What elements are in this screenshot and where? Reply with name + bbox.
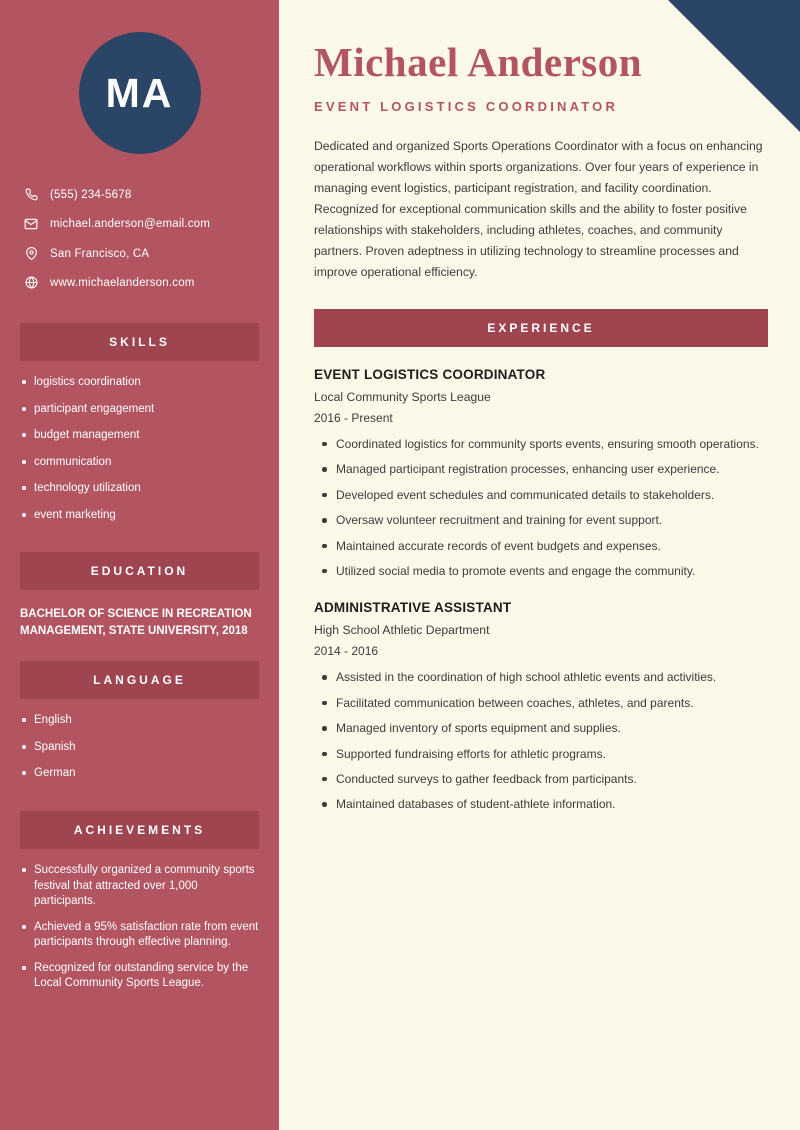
job-bullets <box>314 436 768 580</box>
job-role: EVENT LOGISTICS COORDINATOR <box>314 366 546 382</box>
sidebar-section-language-title: LANGUAGE <box>20 661 259 699</box>
job-bullets <box>314 669 768 813</box>
contact-location-text: San Francisco, CA <box>50 247 150 260</box>
list-item: Managed participant registration processes, enhancing user experience. <box>332 461 768 478</box>
list-item: event marketing <box>34 508 259 524</box>
list-item: Supported fundraising efforts for athletic programs. <box>332 746 768 763</box>
globe-icon <box>20 276 42 289</box>
list-item: Spanish <box>34 740 259 756</box>
experience-entry <box>314 367 768 580</box>
contact-email[interactable] <box>20 217 279 231</box>
contact-website[interactable] <box>20 276 279 289</box>
list-item: Assisted in the coordination of high school athletic events and activities. <box>332 669 768 686</box>
avatar-container <box>0 0 279 154</box>
contact-location[interactable] <box>20 247 279 260</box>
contact-phone-text: (555) 234-5678 <box>50 188 132 201</box>
list-item: Managed inventory of sports equipment and supplies. <box>332 720 768 737</box>
contact-list <box>0 188 279 289</box>
spacer <box>0 534 279 552</box>
list-item: Oversaw volunteer recruitment and training for event support. <box>332 512 768 529</box>
job-dates: 2014 - 2016 <box>314 644 379 659</box>
job-dates: 2016 - Present <box>314 410 393 425</box>
language-list <box>0 713 279 782</box>
list-item: logistics coordination <box>34 375 259 391</box>
contact-website-text: www.michaelanderson.com <box>50 276 195 289</box>
list-item: Maintained databases of student-athlete information. <box>332 796 768 813</box>
list-item: Successfully organized a community sports festival that attracted over 1,000 participants. <box>34 863 259 910</box>
page-title: Michael Anderson <box>314 39 643 85</box>
spacer <box>0 793 279 811</box>
phone-icon <box>20 188 42 201</box>
experience-section-title: EXPERIENCE <box>314 309 768 347</box>
sidebar-section-skills-title: SKILLS <box>20 323 259 361</box>
list-item: Coordinated logistics for community sports events, ensuring smooth operations. <box>332 436 768 453</box>
spacer <box>0 305 279 323</box>
list-item: English <box>34 713 259 729</box>
job-organization: Local Community Sports League <box>314 389 491 404</box>
list-item: communication <box>34 455 259 471</box>
contact-email-text: michael.anderson@email.com <box>50 218 211 230</box>
education-entry: BACHELOR OF SCIENCE IN RECREATION MANAGEMENT, STATE UNIVERSITY, 2018 <box>20 608 252 637</box>
main-content <box>279 0 800 1130</box>
spacer <box>0 639 279 661</box>
list-item: Achieved a 95% satisfaction rate from event participants through effective planning. <box>34 920 259 951</box>
list-item: technology utilization <box>34 481 259 497</box>
job-organization: High School Athletic Department <box>314 623 490 638</box>
list-item: participant engagement <box>34 402 259 418</box>
list-item: Conducted surveys to gather feedback from participants. <box>332 771 768 788</box>
sidebar-section-education-title: EDUCATION <box>20 552 259 590</box>
sidebar <box>0 0 279 1130</box>
list-item: Maintained accurate records of event budgets and expenses. <box>332 538 768 555</box>
location-pin-icon <box>20 247 42 260</box>
list-item: Recognized for outstanding service by the Local Community Sports League. <box>34 961 259 992</box>
job-role: ADMINISTRATIVE ASSISTANT <box>314 600 512 616</box>
achievements-list <box>0 863 279 992</box>
sidebar-section-achievements-title: ACHIEVEMENTS <box>20 811 259 849</box>
list-item: budget management <box>34 428 259 444</box>
list-item: Facilitated communication between coaches, athletes, and parents. <box>332 695 768 712</box>
envelope-icon <box>20 217 42 231</box>
experience-entry <box>314 600 768 813</box>
avatar: MA <box>79 32 201 154</box>
list-item: Utilized social media to promote events and engage the community. <box>332 563 768 580</box>
list-item: German <box>34 766 259 782</box>
skills-list <box>0 375 279 523</box>
list-item: Developed event schedules and communicated details to stakeholders. <box>332 487 768 504</box>
contact-phone[interactable] <box>20 188 279 201</box>
header-job-title: EVENT LOGISTICS COORDINATOR <box>314 99 619 115</box>
profile-summary: Dedicated and organized Sports Operations Coordinator with a focus on enhancing operational workflows within sports organizations. Over four years of experience in managing event logistics, participant registration, and facility coordination. Recognized for exceptional communication skills and the ability to foster positive relationships with stakeholders, including athletes, coaches, and community partners. Proven adeptness in utilizing technology to streamline processes and improve operational efficiency. <box>314 139 763 279</box>
